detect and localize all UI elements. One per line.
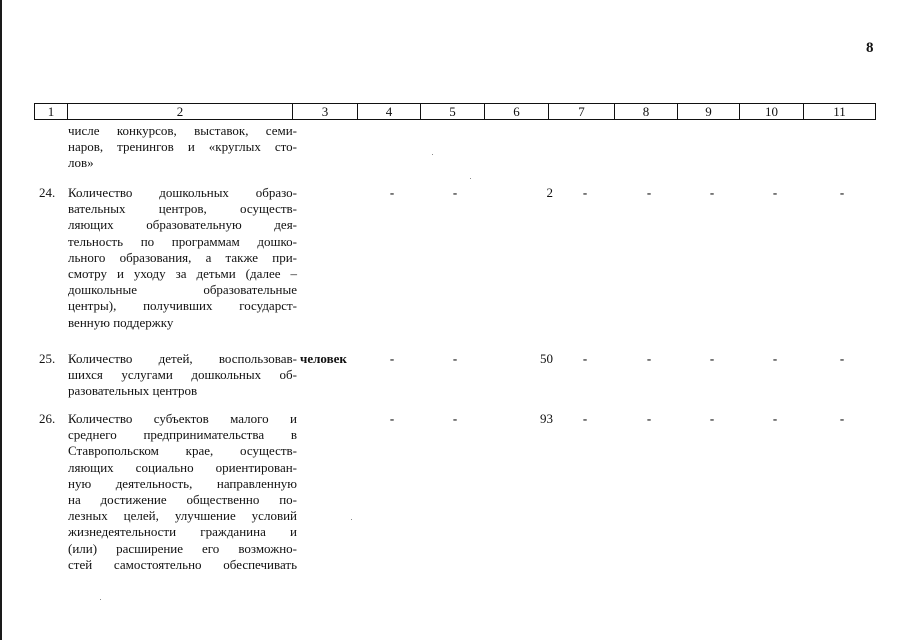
- header-col-8: 8: [615, 104, 678, 120]
- cell-col-8: -: [646, 411, 652, 426]
- scan-speck: [470, 178, 471, 179]
- description-line: ляющих образовательную дея-: [68, 217, 297, 233]
- cell-col-5: -: [452, 351, 458, 366]
- cell-col-4: -: [389, 411, 395, 426]
- description-line: ную деятельность, направленную: [68, 475, 297, 491]
- description-line: (или) расширение его возможно-: [68, 540, 297, 556]
- description-line: разовательных центров: [68, 383, 198, 399]
- row-number: 25.: [39, 351, 56, 366]
- header-col-4: 4: [358, 104, 421, 120]
- cell-col-7: -: [582, 411, 588, 426]
- description-line: Количество дошкольных образо-: [68, 185, 297, 200]
- page-left-border: [0, 0, 2, 640]
- row-number: 24.: [39, 185, 56, 200]
- description-line: среднего предпринимательства в: [68, 427, 297, 443]
- cell-col-7: -: [582, 185, 588, 200]
- header-col-3: 3: [293, 104, 358, 120]
- cell-col-4: -: [389, 185, 395, 200]
- cell-col-10: -: [772, 185, 778, 200]
- cell-col-8: -: [646, 185, 652, 200]
- row-number: 26.: [39, 411, 56, 426]
- description-line: стей самостоятельно обеспечивать: [68, 556, 297, 572]
- header-row: [35, 104, 876, 120]
- header-col-11: 11: [804, 104, 876, 120]
- header-col-9: 9: [678, 104, 740, 120]
- header-col-7: 7: [549, 104, 615, 120]
- description-line: Количество субъектов малого и: [68, 411, 297, 426]
- description-line: Ставропольском крае, осуществ-: [68, 443, 297, 459]
- scan-speck: [100, 599, 101, 600]
- column-number-header: [34, 103, 876, 120]
- description-line: тельность по программам дошко-: [68, 233, 297, 249]
- cell-col-11: -: [839, 411, 845, 426]
- cell-col-9: -: [709, 411, 715, 426]
- cell-col-6: 50: [540, 351, 553, 366]
- scan-speck: [351, 519, 352, 520]
- description-line: на достижение общественно по-: [68, 491, 297, 507]
- row-description: [68, 411, 297, 573]
- cell-col-11: -: [839, 185, 845, 200]
- row-description: [68, 351, 297, 400]
- description-line: лезных целей, улучшение условий: [68, 508, 297, 524]
- description-line: льного образования, а также при-: [68, 249, 297, 265]
- description-line: ляющих социально ориентирован-: [68, 459, 297, 475]
- cell-col-5: -: [452, 411, 458, 426]
- header-col-10: 10: [740, 104, 804, 120]
- description-line: центры), получивших государст-: [68, 298, 297, 314]
- cell-col-7: -: [582, 351, 588, 366]
- header-col-1: 1: [35, 104, 68, 120]
- row-unit: человек: [300, 351, 347, 366]
- cell-col-8: -: [646, 351, 652, 366]
- cell-col-10: -: [772, 411, 778, 426]
- description-line: Количество детей, воспользовав-: [68, 351, 297, 366]
- header-col-5: 5: [421, 104, 485, 120]
- row-description: [68, 123, 297, 172]
- description-line: лов»: [68, 155, 94, 171]
- cell-col-6: 93: [540, 411, 553, 426]
- description-line: вательных центров, осуществ-: [68, 201, 297, 217]
- page-number: 8: [866, 40, 874, 56]
- cell-col-10: -: [772, 351, 778, 366]
- row-description: [68, 185, 297, 331]
- cell-col-9: -: [709, 351, 715, 366]
- cell-col-4: -: [389, 351, 395, 366]
- description-line: числе конкурсов, выставок, семи-: [68, 123, 297, 138]
- cell-col-5: -: [452, 185, 458, 200]
- cell-col-9: -: [709, 185, 715, 200]
- description-line: жизнедеятельности гражданина и: [68, 524, 297, 540]
- header-col-2: 2: [68, 104, 293, 120]
- description-line: смотру и уходу за детьми (далее –: [68, 265, 297, 281]
- description-line: шихся услугами дошкольных об-: [68, 367, 297, 383]
- header-col-6: 6: [485, 104, 549, 120]
- description-line: дошкольные образовательные: [68, 282, 297, 298]
- cell-col-11: -: [839, 351, 845, 366]
- scan-speck: [432, 154, 433, 155]
- description-line: венную поддержку: [68, 314, 174, 330]
- cell-col-6: 2: [546, 185, 553, 200]
- description-line: наров, тренингов и «круглых сто-: [68, 139, 297, 155]
